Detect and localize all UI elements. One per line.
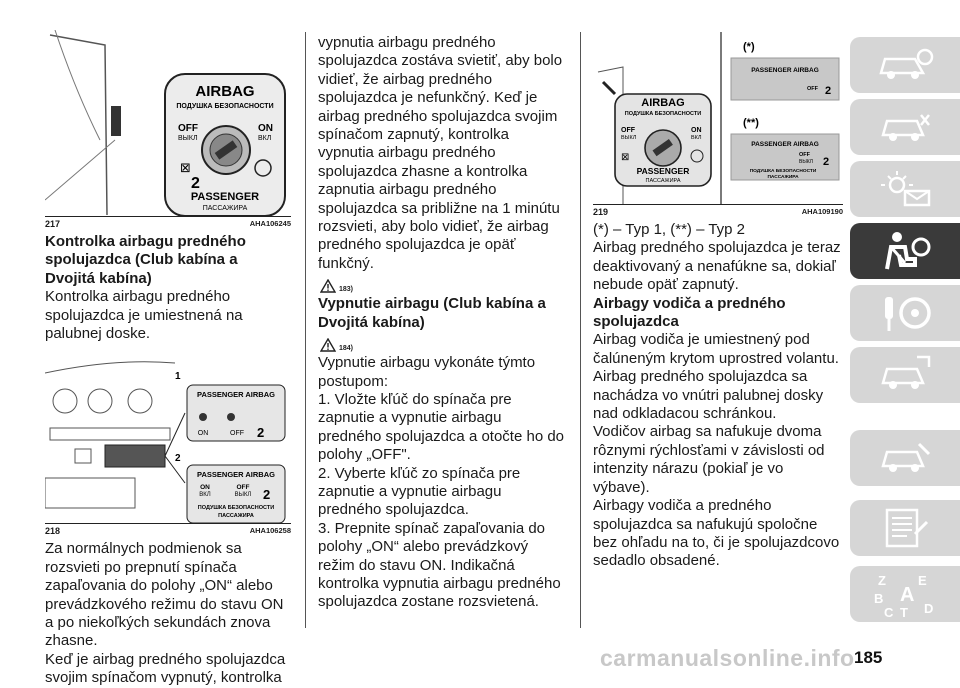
panel-title-2: PASSENGER AIRBAG bbox=[197, 470, 275, 480]
index-letter: B bbox=[874, 591, 884, 606]
paragraph: vypnutia airbagu predného spolujazdca zostáva svietiť, aby bolo vidieť, že airbag predného spolujazdca je nefunkčný. Keď je airbag predného spolujazdca svojim spínačom zapnutý, kontrolka vypnutia airbagu predného spolujazdca zhasne a kontrolka zapnutia airbagu predného spolujazdca sa približne na 1 minútu rozsvieti, aby bolo vidieť, že airbag predného spolujazdca je opäť funkčný. bbox=[318, 34, 563, 272]
airbag-off-icon: ⊠ bbox=[621, 152, 630, 163]
airbag-off-icon: ⊠ bbox=[180, 161, 191, 176]
technical-data-icon bbox=[875, 506, 935, 550]
car-breakdown-icon bbox=[875, 353, 935, 397]
index-letter: C bbox=[884, 605, 894, 619]
tab-warning-lights[interactable] bbox=[850, 161, 960, 217]
type-1-mark: (*) bbox=[743, 41, 755, 53]
paragraph: Kontrolka airbagu predného spolujazdca je umiestnená na palubnej doske. bbox=[45, 288, 243, 343]
off-label: OFF bbox=[178, 123, 198, 134]
panel-passenger-ru: ПАССАЖИРА bbox=[218, 513, 254, 520]
off-label-1: OFF bbox=[230, 430, 244, 438]
column-divider bbox=[305, 32, 306, 628]
tab-seatbelt-airbag[interactable] bbox=[850, 223, 960, 279]
warning-reference bbox=[320, 275, 568, 293]
watermark: carmanualsonline.info bbox=[600, 645, 855, 671]
figure-219 bbox=[593, 32, 843, 204]
off-label-2: OFF bbox=[236, 484, 250, 492]
panel-title-2: PASSENGER AIRBAG bbox=[751, 141, 819, 148]
car-dashboard-icon bbox=[875, 107, 935, 147]
warning-triangle-icon bbox=[320, 338, 336, 352]
alphabetical-index-icon bbox=[870, 569, 940, 619]
passenger-label: PASSENGER bbox=[636, 166, 690, 176]
section-heading: Vypnutie airbagu (Club kabína a Dvojitá kabína) bbox=[318, 295, 546, 331]
panel-passenger-ru: ПАССАЖИРА bbox=[767, 175, 799, 180]
dashboard-indicator-illustration bbox=[45, 353, 291, 523]
steering-key-icon bbox=[875, 291, 935, 335]
index-letter: T bbox=[900, 605, 908, 619]
figure-number: 217 bbox=[45, 219, 61, 229]
tab-technical-data[interactable] bbox=[850, 500, 960, 556]
airbag-off-number-2: 2 bbox=[263, 487, 271, 503]
airbag-switch-illustration bbox=[45, 30, 291, 216]
off-small-label-1: OFF bbox=[807, 86, 818, 92]
off-ru-label-2: ВЫКЛ bbox=[234, 492, 252, 499]
paragraph: Airbagy vodiča a predného spolujazdca sa nafukujú spoločne bez ohľadu na to, či je spolujazdcovo sedadlo obsadené. bbox=[593, 497, 840, 570]
airbag-switch-types-illustration bbox=[593, 32, 843, 204]
warning-number: 184) bbox=[339, 345, 354, 353]
label-1: 1 bbox=[175, 371, 181, 383]
figure-217-caption bbox=[45, 216, 291, 231]
on-label: ON bbox=[691, 127, 702, 134]
off-label: OFF bbox=[621, 127, 635, 134]
on-ru-label-2: ВКЛ bbox=[199, 492, 211, 499]
paragraph: Keď je airbag predného spolujazdca svojim spínačom vypnutý, kontrolka bbox=[45, 650, 286, 687]
off-small-label-2: OFF bbox=[799, 152, 810, 158]
on-label: ON bbox=[258, 123, 273, 134]
label-2: 2 bbox=[175, 453, 181, 465]
paragraph: (*) – Typ 1, (**) – Typ 2 bbox=[593, 221, 746, 238]
tab-car-info[interactable] bbox=[850, 37, 960, 93]
type-2-mark: (**) bbox=[743, 117, 759, 129]
warning-number: 183) bbox=[339, 286, 354, 294]
tab-car-breakdown[interactable] bbox=[850, 347, 960, 403]
seatbelt-airbag-icon bbox=[875, 229, 935, 273]
index-letter: A bbox=[900, 584, 915, 606]
panel-ru-label: ПОДУШКА БЕЗОПАСНОСТИ bbox=[749, 169, 817, 174]
column-3 bbox=[593, 0, 843, 571]
off-ru-label: ВЫКЛ bbox=[178, 135, 198, 142]
index-letter: E bbox=[918, 573, 927, 588]
warning-lights-icon bbox=[875, 169, 935, 209]
figure-code: AHA109190 bbox=[801, 207, 843, 216]
airbag-off-number-1: 2 bbox=[257, 425, 265, 441]
figure-number: 218 bbox=[45, 526, 61, 537]
passenger-label: PASSENGER bbox=[190, 191, 260, 203]
airbag-off-number-1: 2 bbox=[825, 85, 832, 97]
column-2 bbox=[318, 34, 568, 612]
paragraph: Vodičov airbag sa nafukuje dvoma rôznymi rýchlosťami v závislosti od intenzity nárazu (pokiaľ je vo výbave). bbox=[593, 423, 825, 496]
airbag-off-number: 2 bbox=[191, 175, 200, 192]
step: 2. Vyberte kľúč zo spínača pre zapnutie a vypnutie airbagu predného spolujazdca. bbox=[318, 464, 521, 519]
on-ru-label: ВКЛ bbox=[258, 135, 272, 142]
column-1 bbox=[45, 0, 291, 688]
car-info-icon bbox=[875, 45, 935, 85]
on-label-1: ON bbox=[197, 430, 209, 438]
tab-steering-key[interactable] bbox=[850, 285, 960, 341]
airbag-ru-label: ПОДУШКА БЕЗОПАСНОСТИ bbox=[624, 111, 702, 117]
panel-title-1: PASSENGER AIRBAG bbox=[751, 67, 819, 74]
airbag-ru-label: ПОДУШКА БЕЗОПАСНОСТИ bbox=[176, 103, 274, 110]
figure-217 bbox=[45, 30, 291, 216]
figure-219-caption bbox=[593, 204, 843, 219]
paragraph: Za normálnych podmienok sa rozsvieti po prepnutí spínača zapaľovania do polohy „ON“ alebo prevádzkového režimu do stavu ON a po niekoľkých sekundách znova zhasne. bbox=[45, 540, 284, 650]
step: 3. Prepnite spínač zapaľovania do polohy „ON“ alebo prevádzkový režim do stavu ON. Indikačná kontrolka vypnutia airbagu predného spolujazdca zostane rozsvietená. bbox=[318, 519, 561, 611]
paragraph: Airbag vodiča je umiestnený pod čalúneným krytom uprostred volantu. Airbag predného spolujazdca sa nachádza vo vnútri palubnej dosky nad odkladacou schránkou. bbox=[593, 331, 839, 423]
airbag-title: AIRBAG bbox=[641, 97, 685, 109]
section-heading: Airbagy vodiča a predného spolujazdca bbox=[593, 294, 786, 331]
off-small-ru-label-2: ВЫКЛ bbox=[799, 159, 813, 165]
car-maintenance-icon bbox=[875, 436, 935, 480]
tab-alphabetical-index[interactable] bbox=[850, 566, 960, 622]
figure-218-caption bbox=[45, 523, 291, 538]
tab-car-maintenance[interactable] bbox=[850, 430, 960, 486]
figure-218 bbox=[45, 353, 291, 523]
off-ru-label: ВЫКЛ bbox=[621, 135, 637, 141]
tab-car-dashboard[interactable] bbox=[850, 99, 960, 155]
step: 1. Vložte kľúč do spínača pre zapnutie a vypnutie airbagu predného spolujazdca a otočte ho do polohy „OFF". bbox=[318, 390, 565, 464]
airbag-title: AIRBAG bbox=[195, 83, 255, 100]
panel-title-1: PASSENGER AIRBAG bbox=[197, 390, 275, 400]
on-ru-label: ВКЛ bbox=[691, 135, 702, 141]
figure-code: AHA106245 bbox=[249, 219, 291, 228]
passenger-ru-label: ПАССАЖИРА bbox=[202, 205, 248, 212]
passenger-ru-label: ПАССАЖИРА bbox=[645, 178, 681, 184]
figure-number: 219 bbox=[593, 207, 609, 217]
section-heading: Kontrolka airbagu predného spolujazdca (Club kabína a Dvojitá kabína) bbox=[45, 233, 246, 287]
paragraph: Airbag predného spolujazdca je teraz deaktivovaný a nenafúkne sa, dokiaľ nebude opäť zapnutý. bbox=[593, 239, 841, 294]
page-number: 185 bbox=[854, 648, 883, 667]
on-label-2: ON bbox=[200, 484, 210, 492]
paragraph: Vypnutie airbagu vykonáte týmto postupom: bbox=[318, 354, 536, 390]
index-letter: D bbox=[924, 601, 934, 616]
figure-code: AHA106258 bbox=[249, 526, 291, 536]
column-divider bbox=[580, 32, 581, 628]
warning-triangle-icon bbox=[320, 279, 336, 293]
panel-ru-label: ПОДУШКА БЕЗОПАСНОСТИ bbox=[197, 505, 275, 512]
airbag-off-number-2: 2 bbox=[823, 156, 830, 168]
index-letter: Z bbox=[878, 573, 886, 588]
warning-reference bbox=[320, 334, 568, 352]
